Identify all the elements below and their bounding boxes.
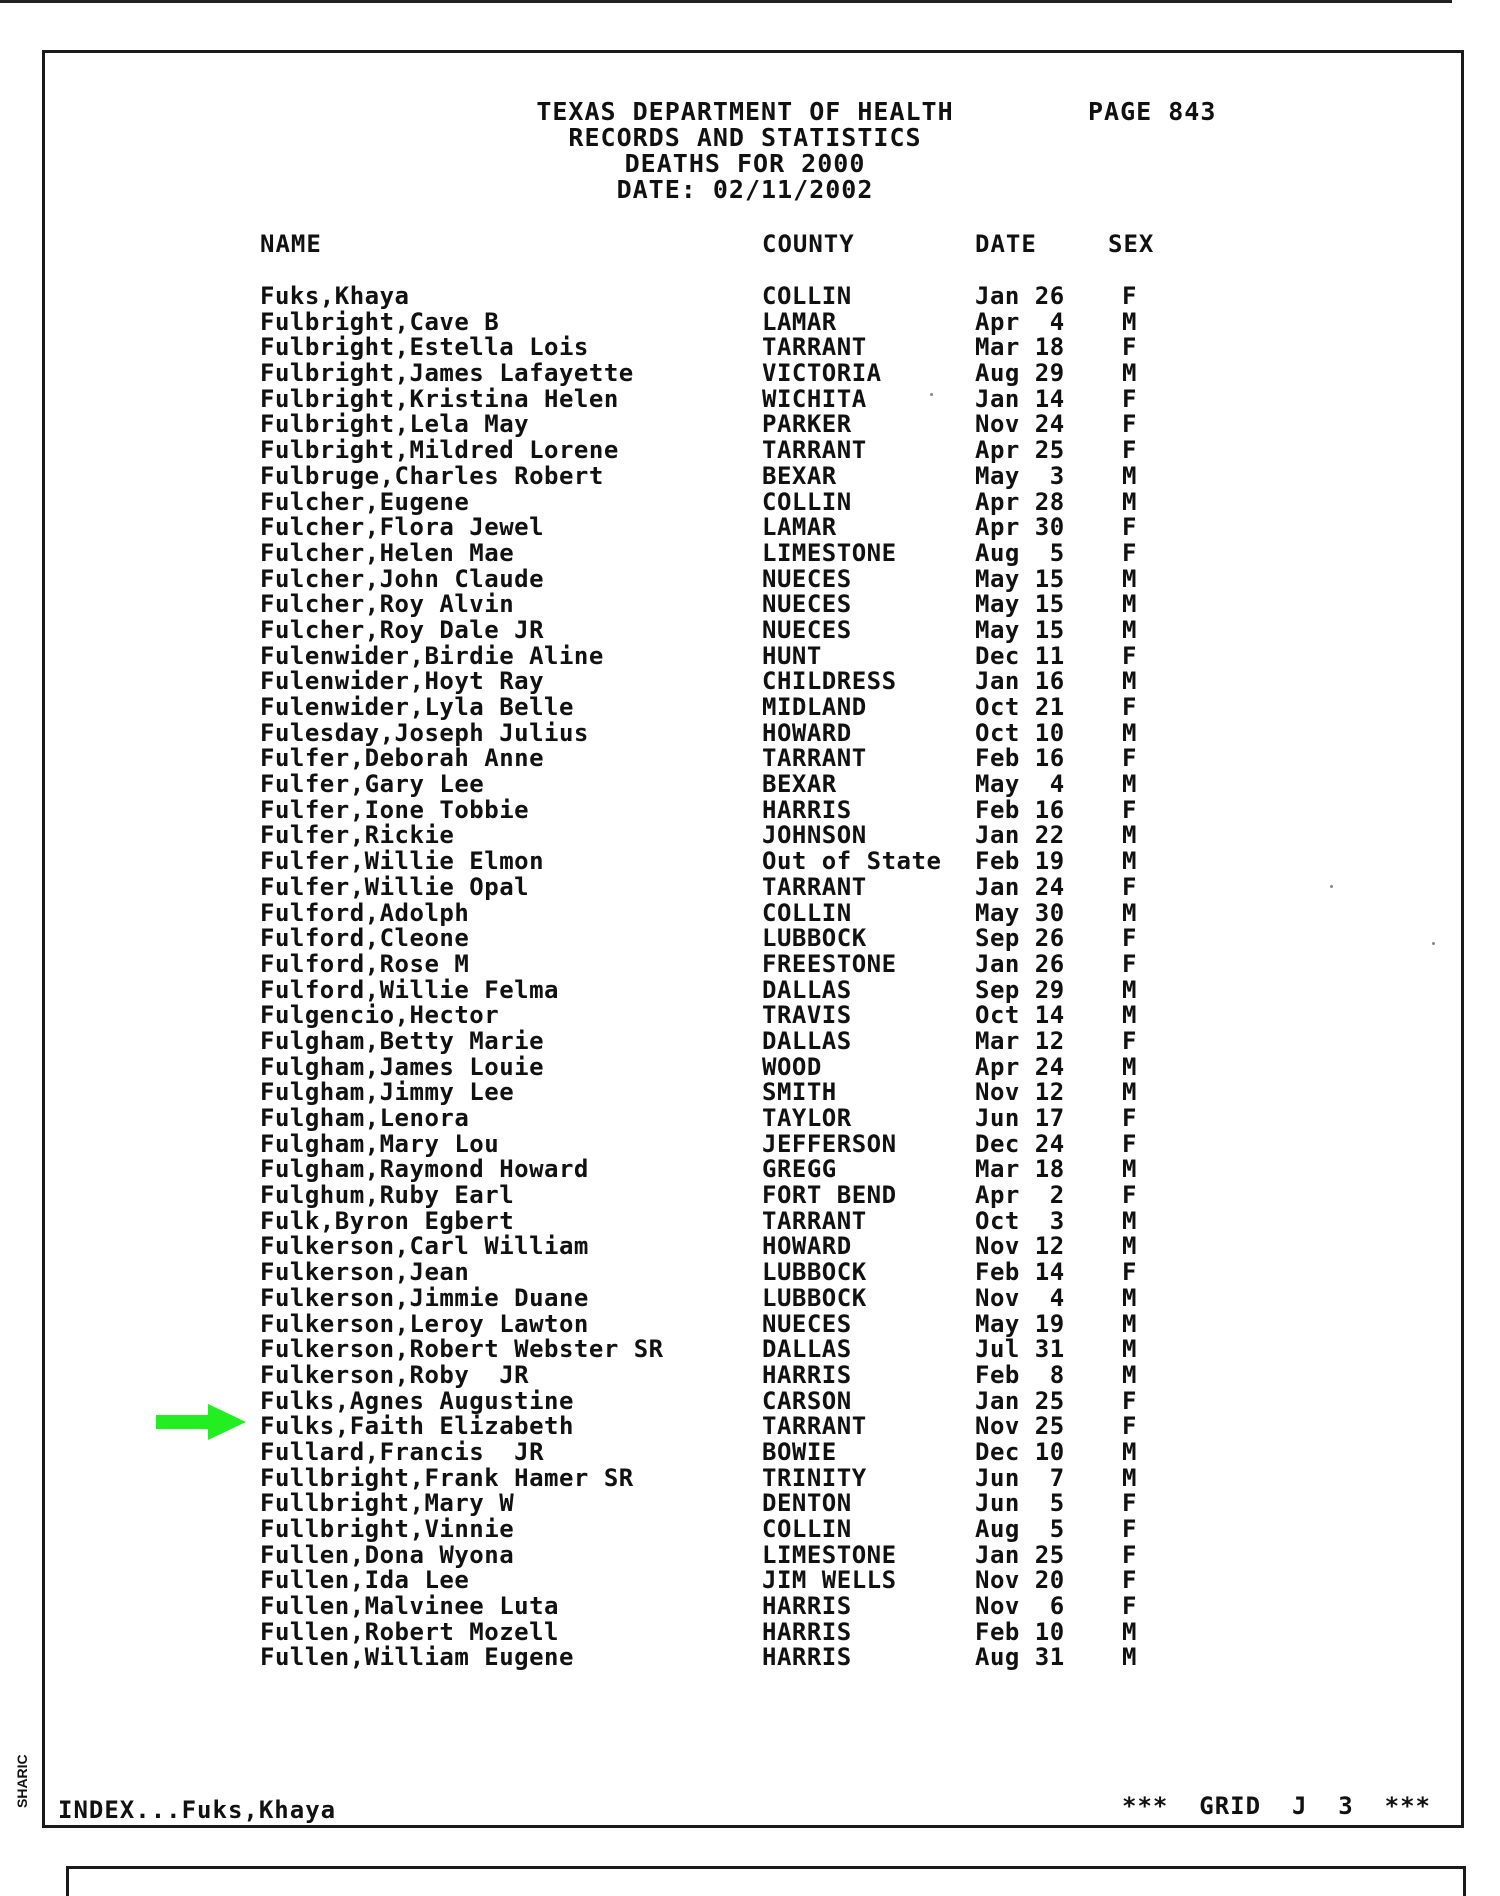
- record-sex: F: [1122, 693, 1137, 721]
- record-date: Dec 24: [975, 1129, 1065, 1158]
- record-name: Fullen,Robert Mozell: [260, 1617, 559, 1646]
- table-row: [0, 437, 1500, 463]
- record-date: Apr 2: [975, 1181, 1065, 1210]
- record-date: Dec 10: [975, 1437, 1065, 1466]
- record-sex: M: [1122, 1232, 1137, 1261]
- record-sex: M: [1122, 307, 1137, 336]
- record-name: Fulcher,John Claude: [260, 564, 545, 593]
- table-row: [0, 771, 1500, 797]
- table-row: [0, 745, 1500, 771]
- record-sex: M: [1122, 821, 1137, 850]
- record-name: Fulfer,Willie Elmon: [260, 847, 545, 876]
- record-name: Fullen,Dona Wyona: [260, 1540, 515, 1569]
- table-row: [0, 283, 1500, 309]
- record-name: Fulenwider,Lyla Belle: [260, 693, 574, 721]
- record-county: LAMAR: [762, 307, 837, 336]
- table-row: [0, 540, 1500, 566]
- table-row: [0, 1156, 1500, 1182]
- record-date: Oct 14: [975, 1001, 1065, 1030]
- record-county: SMITH: [762, 1078, 837, 1107]
- record-sex: F: [1122, 1104, 1137, 1132]
- record-date: Nov 4: [975, 1283, 1065, 1312]
- record-county: COLLIN: [762, 282, 852, 310]
- record-sex: F: [1122, 1592, 1137, 1621]
- record-county: TARRANT: [762, 744, 867, 773]
- record-name: Fulfer,Willie Opal: [260, 872, 530, 901]
- record-sex: F: [1122, 872, 1137, 901]
- record-county: HUNT: [762, 641, 822, 670]
- next-page-frame: [66, 1866, 1466, 1896]
- header-deaths-year: DEATHS FOR 2000: [624, 149, 866, 178]
- record-sex: F: [1122, 513, 1137, 542]
- record-county: DALLAS: [762, 1335, 852, 1364]
- record-name: Fulenwider,Birdie Aline: [260, 641, 604, 670]
- record-name: Fulkerson,Jimmie Duane: [260, 1283, 589, 1312]
- table-row: [0, 617, 1500, 643]
- record-sex: M: [1122, 487, 1137, 516]
- record-date: Aug 31: [975, 1643, 1065, 1672]
- record-name: Fulgham,James Louie: [260, 1052, 545, 1081]
- top-rule: [0, 0, 1452, 3]
- record-county: WOOD: [762, 1052, 822, 1081]
- record-county: HARRIS: [762, 1617, 852, 1646]
- record-sex: M: [1122, 1309, 1137, 1338]
- record-county: JEFFERSON: [762, 1129, 897, 1158]
- record-name: Fulgham,Mary Lou: [260, 1129, 500, 1158]
- table-row: [0, 1079, 1500, 1105]
- record-date: Feb 10: [975, 1617, 1065, 1646]
- record-date: Jan 26: [975, 282, 1065, 310]
- record-county: TARRANT: [762, 333, 867, 362]
- record-name: Fulford,Cleone: [260, 924, 470, 953]
- record-date: Feb 16: [975, 795, 1065, 824]
- record-date: Nov 12: [975, 1232, 1065, 1261]
- record-county: NUECES: [762, 615, 852, 644]
- record-sex: F: [1122, 282, 1137, 310]
- table-row: [0, 643, 1500, 669]
- table-row: [0, 309, 1500, 335]
- record-name: Fullbright,Frank Hamer SR: [260, 1463, 634, 1492]
- record-sex: M: [1122, 1001, 1137, 1030]
- scan-speck: [1432, 942, 1435, 945]
- record-date: Oct 3: [975, 1206, 1065, 1235]
- record-name: Fulkerson,Robert Webster SR: [260, 1335, 664, 1364]
- table-row: [0, 797, 1500, 823]
- side-label: SHARIC: [14, 1754, 30, 1808]
- record-date: Jan 25: [975, 1540, 1065, 1569]
- record-sex: F: [1122, 1026, 1137, 1055]
- page-number: PAGE 843: [1088, 97, 1217, 126]
- record-county: TARRANT: [762, 872, 867, 901]
- record-date: Jan 25: [975, 1386, 1065, 1415]
- table-row: [0, 1182, 1500, 1208]
- table-row: [0, 694, 1500, 720]
- table-row: [0, 1567, 1500, 1593]
- record-county: WICHITA: [762, 384, 867, 413]
- header-records: RECORDS AND STATISTICS: [568, 123, 922, 152]
- record-sex: M: [1122, 975, 1137, 1004]
- scan-speck: [930, 393, 933, 396]
- record-sex: M: [1122, 847, 1137, 876]
- record-county: NUECES: [762, 590, 852, 619]
- record-sex: M: [1122, 898, 1137, 927]
- column-header-county: COUNTY: [762, 230, 855, 258]
- record-date: Jan 16: [975, 667, 1065, 696]
- record-sex: F: [1122, 1386, 1137, 1415]
- record-name: Fulford,Willie Felma: [260, 975, 559, 1004]
- record-name: Fulgham,Jimmy Lee: [260, 1078, 515, 1107]
- footer-index: INDEX...Fuks,Khaya: [58, 1796, 337, 1824]
- record-county: MIDLAND: [762, 693, 867, 721]
- table-row: [0, 1259, 1500, 1285]
- table-row: [0, 925, 1500, 951]
- table-row: [0, 514, 1500, 540]
- record-name: Fulkerson,Carl William: [260, 1232, 589, 1261]
- record-name: Fulgencio,Hector: [260, 1001, 500, 1030]
- record-county: TAYLOR: [762, 1104, 852, 1132]
- record-name: Fulks,Faith Elizabeth: [260, 1412, 574, 1441]
- record-date: May 4: [975, 770, 1065, 799]
- record-name: Fulbright,Mildred Lorene: [260, 436, 619, 465]
- record-sex: F: [1122, 1540, 1137, 1569]
- table-row: [0, 1516, 1500, 1542]
- record-name: Fullard,Francis JR: [260, 1437, 545, 1466]
- record-county: LUBBOCK: [762, 1283, 867, 1312]
- record-sex: F: [1122, 1566, 1137, 1595]
- record-sex: M: [1122, 1617, 1137, 1646]
- record-sex: M: [1122, 590, 1137, 619]
- record-name: Fulfer,Gary Lee: [260, 770, 485, 799]
- record-county: TARRANT: [762, 436, 867, 465]
- table-row: [0, 1028, 1500, 1054]
- record-sex: F: [1122, 744, 1137, 773]
- footer-grid: *** GRID J 3 ***: [1122, 1792, 1431, 1820]
- record-name: Fulkerson,Roby JR: [260, 1360, 530, 1389]
- table-row: [0, 1054, 1500, 1080]
- record-name: Fulbright,Lela May: [260, 410, 530, 439]
- table-row: [0, 874, 1500, 900]
- record-name: Fulgham,Betty Marie: [260, 1026, 545, 1055]
- table-row: [0, 1002, 1500, 1028]
- record-sex: M: [1122, 1283, 1137, 1312]
- record-name: Fulcher,Eugene: [260, 487, 470, 516]
- record-date: Sep 26: [975, 924, 1065, 953]
- table-row: [0, 848, 1500, 874]
- record-sex: M: [1122, 718, 1137, 747]
- record-sex: F: [1122, 1181, 1137, 1210]
- record-sex: M: [1122, 1360, 1137, 1389]
- record-name: Fulghum,Ruby Earl: [260, 1181, 515, 1210]
- record-sex: M: [1122, 770, 1137, 799]
- record-county: HARRIS: [762, 795, 852, 824]
- record-county: NUECES: [762, 564, 852, 593]
- record-sex: M: [1122, 615, 1137, 644]
- record-sex: M: [1122, 1463, 1137, 1492]
- record-date: Feb 16: [975, 744, 1065, 773]
- record-date: Jun 17: [975, 1104, 1065, 1132]
- record-name: Fullen,William Eugene: [260, 1643, 574, 1672]
- record-date: Dec 11: [975, 641, 1065, 670]
- header-department: TEXAS DEPARTMENT OF HEALTH: [536, 97, 954, 126]
- table-row: [0, 1131, 1500, 1157]
- record-date: Nov 12: [975, 1078, 1065, 1107]
- record-date: Apr 24: [975, 1052, 1065, 1081]
- record-name: Fullen,Ida Lee: [260, 1566, 470, 1595]
- record-name: Fullbright,Mary W: [260, 1489, 515, 1518]
- record-county: LIMESTONE: [762, 538, 897, 567]
- record-name: Fulkerson,Jean: [260, 1258, 470, 1287]
- record-county: FREESTONE: [762, 949, 897, 978]
- record-sex: F: [1122, 333, 1137, 362]
- record-date: Mar 18: [975, 1155, 1065, 1184]
- record-county: LIMESTONE: [762, 1540, 897, 1569]
- table-row: [0, 386, 1500, 412]
- record-date: May 19: [975, 1309, 1065, 1338]
- column-header-date: DATE: [975, 230, 1037, 258]
- record-county: HOWARD: [762, 718, 852, 747]
- record-name: Fulbright,Kristina Helen: [260, 384, 619, 413]
- table-row: [0, 1619, 1500, 1645]
- record-county: HOWARD: [762, 1232, 852, 1261]
- record-name: Fulford,Rose M: [260, 949, 470, 978]
- record-name: Fulgham,Raymond Howard: [260, 1155, 589, 1184]
- record-sex: F: [1122, 1129, 1137, 1158]
- record-county: TARRANT: [762, 1412, 867, 1441]
- record-county: JOHNSON: [762, 821, 867, 850]
- table-row: [0, 1644, 1500, 1670]
- record-name: Fulbright,Estella Lois: [260, 333, 589, 362]
- record-name: Fulks,Agnes Augustine: [260, 1386, 574, 1415]
- record-sex: F: [1122, 384, 1137, 413]
- record-county: BEXAR: [762, 461, 837, 490]
- record-sex: M: [1122, 461, 1137, 490]
- table-row: [0, 1233, 1500, 1259]
- record-sex: M: [1122, 359, 1137, 388]
- record-sex: F: [1122, 410, 1137, 439]
- table-row: [0, 1336, 1500, 1362]
- record-name: Fulbruge,Charles Robert: [260, 461, 604, 490]
- column-header-sex: SEX: [1108, 230, 1155, 258]
- record-county: LUBBOCK: [762, 1258, 867, 1287]
- record-name: Fulk,Byron Egbert: [260, 1206, 515, 1235]
- record-county: COLLIN: [762, 1515, 852, 1543]
- record-date: May 30: [975, 898, 1065, 927]
- record-date: Mar 12: [975, 1026, 1065, 1055]
- record-date: Jan 26: [975, 949, 1065, 978]
- record-sex: F: [1122, 641, 1137, 670]
- record-date: Sep 29: [975, 975, 1065, 1004]
- table-row: [0, 1285, 1500, 1311]
- record-sex: F: [1122, 795, 1137, 824]
- table-row: [0, 1542, 1500, 1568]
- header-date: DATE: 02/11/2002: [616, 175, 874, 204]
- scan-speck: [1330, 885, 1333, 888]
- record-county: JIM WELLS: [762, 1566, 897, 1595]
- table-row: [0, 463, 1500, 489]
- table-row: [0, 591, 1500, 617]
- record-county: PARKER: [762, 410, 852, 439]
- table-row: [0, 1105, 1500, 1131]
- table-row: [0, 566, 1500, 592]
- record-name: Fulenwider,Hoyt Ray: [260, 667, 545, 696]
- record-date: Jan 22: [975, 821, 1065, 850]
- record-county: DENTON: [762, 1489, 852, 1518]
- record-date: Feb 19: [975, 847, 1065, 876]
- record-date: Jan 14: [975, 384, 1065, 413]
- record-date: Jul 31: [975, 1335, 1065, 1364]
- record-name: Fulfer,Ione Tobbie: [260, 795, 530, 824]
- record-sex: F: [1122, 924, 1137, 953]
- record-name: Fulfer,Rickie: [260, 821, 455, 850]
- table-row: [0, 334, 1500, 360]
- record-sex: F: [1122, 436, 1137, 465]
- record-sex: M: [1122, 564, 1137, 593]
- record-date: Jun 5: [975, 1489, 1065, 1518]
- table-row: [0, 360, 1500, 386]
- table-row: [0, 668, 1500, 694]
- record-date: Nov 6: [975, 1592, 1065, 1621]
- record-date: Apr 30: [975, 513, 1065, 542]
- record-sex: F: [1122, 1258, 1137, 1287]
- record-date: Nov 20: [975, 1566, 1065, 1595]
- record-date: Aug 29: [975, 359, 1065, 388]
- record-county: COLLIN: [762, 487, 852, 516]
- record-county: VICTORIA: [762, 359, 882, 388]
- record-sex: M: [1122, 1052, 1137, 1081]
- record-sex: F: [1122, 949, 1137, 978]
- record-date: Mar 18: [975, 333, 1065, 362]
- table-row: [0, 1465, 1500, 1491]
- record-county: Out of State: [762, 847, 942, 876]
- record-date: Feb 14: [975, 1258, 1065, 1287]
- record-date: Feb 8: [975, 1360, 1065, 1389]
- record-county: CHILDRESS: [762, 667, 897, 696]
- record-date: Nov 24: [975, 410, 1065, 439]
- record-county: LUBBOCK: [762, 924, 867, 953]
- record-county: TRINITY: [762, 1463, 867, 1492]
- table-row: [0, 1208, 1500, 1234]
- record-date: Nov 25: [975, 1412, 1065, 1441]
- record-name: Fulfer,Deborah Anne: [260, 744, 545, 773]
- record-name: Fulkerson,Leroy Lawton: [260, 1309, 589, 1338]
- column-header-name: NAME: [260, 230, 322, 258]
- record-county: TARRANT: [762, 1206, 867, 1235]
- table-row: [0, 411, 1500, 437]
- table-row: [0, 900, 1500, 926]
- record-date: May 15: [975, 564, 1065, 593]
- record-sex: F: [1122, 1515, 1137, 1543]
- record-name: Fuks,Khaya: [260, 282, 410, 310]
- record-county: HARRIS: [762, 1643, 852, 1672]
- table-row: [0, 1439, 1500, 1465]
- record-name: Fulesday,Joseph Julius: [260, 718, 589, 747]
- table-row: [0, 1362, 1500, 1388]
- record-sex: M: [1122, 1643, 1137, 1672]
- record-date: May 3: [975, 461, 1065, 490]
- record-sex: M: [1122, 1078, 1137, 1107]
- record-name: Fulcher,Roy Alvin: [260, 590, 515, 619]
- record-sex: F: [1122, 1489, 1137, 1518]
- record-date: Aug 5: [975, 1515, 1065, 1543]
- record-name: Fulcher,Roy Dale JR: [260, 615, 545, 644]
- record-county: GREGG: [762, 1155, 837, 1184]
- record-county: CARSON: [762, 1386, 852, 1415]
- record-date: Apr 28: [975, 487, 1065, 516]
- record-sex: M: [1122, 1206, 1137, 1235]
- record-name: Fulbright,James Lafayette: [260, 359, 634, 388]
- record-county: HARRIS: [762, 1360, 852, 1389]
- record-name: Fulcher,Helen Mae: [260, 538, 515, 567]
- record-county: DALLAS: [762, 975, 852, 1004]
- record-date: Oct 10: [975, 718, 1065, 747]
- record-sex: M: [1122, 1335, 1137, 1364]
- record-sex: F: [1122, 1412, 1137, 1441]
- table-row: [0, 977, 1500, 1003]
- table-row: [0, 1490, 1500, 1516]
- record-county: DALLAS: [762, 1026, 852, 1055]
- record-county: COLLIN: [762, 898, 852, 927]
- record-date: Jan 24: [975, 872, 1065, 901]
- record-name: Fullen,Malvinee Luta: [260, 1592, 559, 1621]
- table-row: [0, 822, 1500, 848]
- record-sex: M: [1122, 1155, 1137, 1184]
- table-row: [0, 489, 1500, 515]
- record-date: Jun 7: [975, 1463, 1065, 1492]
- record-county: HARRIS: [762, 1592, 852, 1621]
- records-list: [0, 283, 1500, 1670]
- record-name: Fulgham,Lenora: [260, 1104, 470, 1132]
- table-row: [0, 720, 1500, 746]
- record-name: Fulford,Adolph: [260, 898, 470, 927]
- table-row: [0, 951, 1500, 977]
- record-county: LAMAR: [762, 513, 837, 542]
- record-date: Apr 4: [975, 307, 1065, 336]
- record-county: BOWIE: [762, 1437, 837, 1466]
- record-county: NUECES: [762, 1309, 852, 1338]
- record-sex: M: [1122, 667, 1137, 696]
- green-arrow-icon: [156, 1404, 246, 1440]
- table-row: [0, 1593, 1500, 1619]
- record-county: FORT BEND: [762, 1181, 897, 1210]
- record-date: Aug 5: [975, 538, 1065, 567]
- record-sex: M: [1122, 1437, 1137, 1466]
- record-date: Apr 25: [975, 436, 1065, 465]
- record-date: May 15: [975, 615, 1065, 644]
- record-name: Fulcher,Flora Jewel: [260, 513, 545, 542]
- record-date: Oct 21: [975, 693, 1065, 721]
- record-date: May 15: [975, 590, 1065, 619]
- record-county: BEXAR: [762, 770, 837, 799]
- table-row: [0, 1311, 1500, 1337]
- record-name: Fullbright,Vinnie: [260, 1515, 515, 1543]
- record-sex: F: [1122, 538, 1137, 567]
- record-county: TRAVIS: [762, 1001, 852, 1030]
- record-name: Fulbright,Cave B: [260, 307, 500, 336]
